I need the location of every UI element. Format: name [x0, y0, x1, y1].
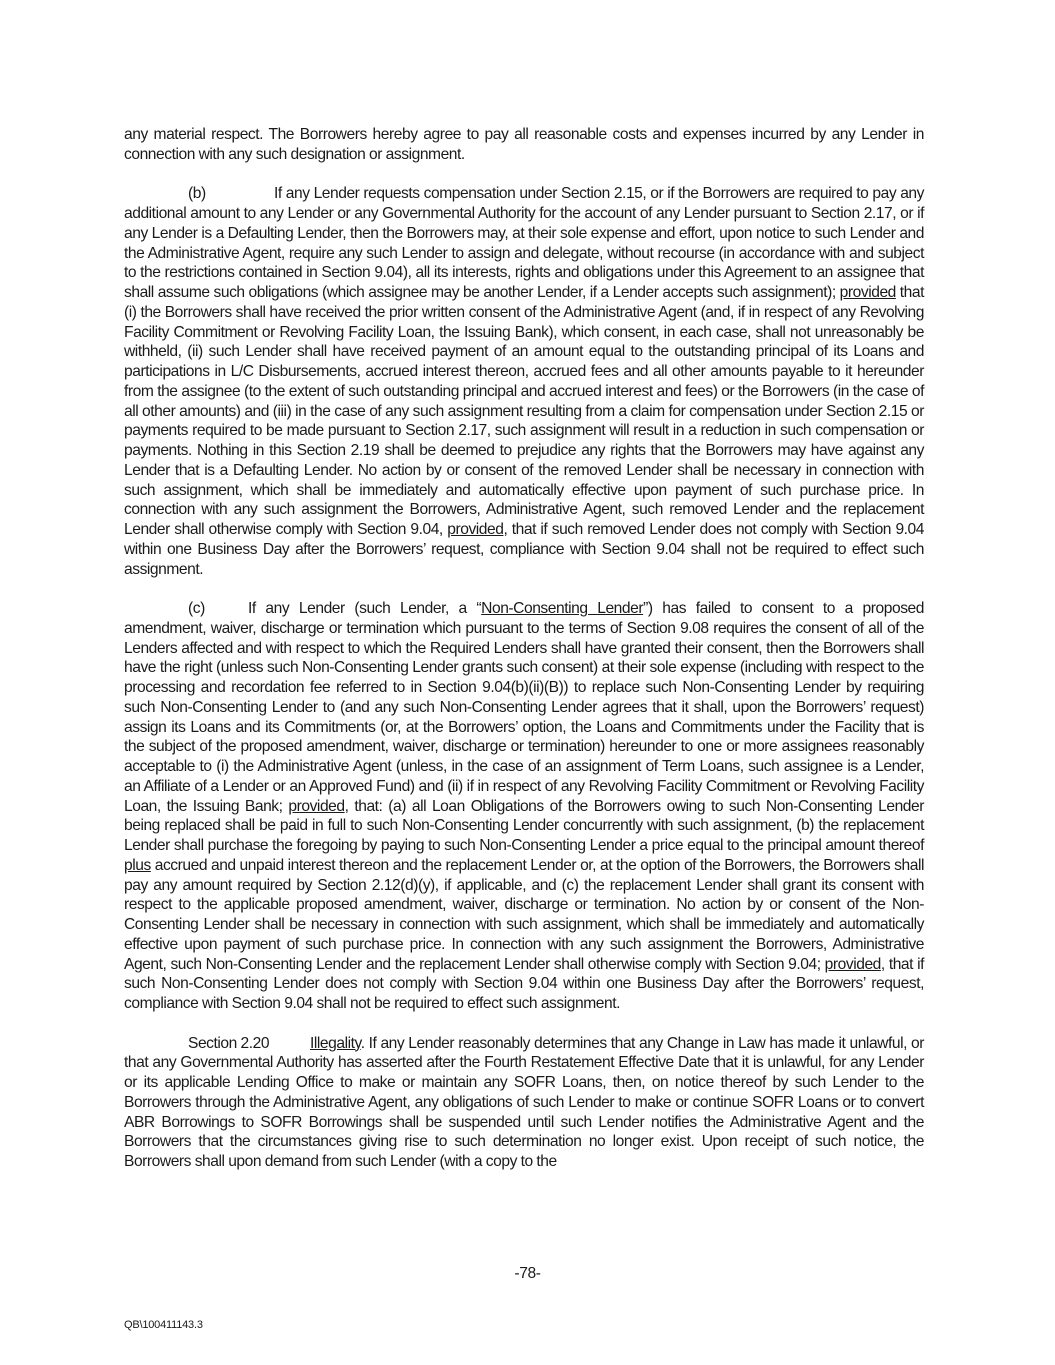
defined-term: Non-Consenting Lender — [481, 600, 644, 617]
page-number: -78- — [514, 1265, 541, 1282]
paragraph-text: accrued and unpaid interest thereon and the replacement Lender or, at the option of the Borrowers, the Borrowers shall pay any amount required by Section 2.12(d)(y), if applicable, and (c) the replacement Lender shall grant its consent with respect to the applicable proposed amendment, waiver, discharge or termination. No action by or consent of the Non-Consenting Lender shall be necessary in connection with such assignment, which shall be immediately and automatically effective upon payment of such purchase price. In connection with any such assignment the Borrowers, Administrative Agent, such Non-Consenting Lender and the replacement Lender shall otherwise comply with Section 9.04; — [124, 856, 924, 973]
paragraph-text: that (i) the Borrowers shall have received the prior written consent of the Administrative Agent (and, if in respect of any Revolving Facility Commitment or Revolving Facility Loan, the Issuing Bank), which consent, in each case, shall not unreasonably be withheld, (ii) such Lender shall have received payment of an amount equal to the outstanding principal of its Loans and participations in L/C Disbursements, accrued interest thereon, accrued fees and all other amounts payable to it hereunder from the assignee (to the extent of such outstanding principal and accrued interest and fees) or the Borrowers (in the case of all other amounts) and (iii) in the case of any such assignment resulting from a claim for compensation under Section 2.15 or payments required to be made pursuant to Section 2.17, such assignment will result in a reduction in such compensation or payments. Nothing in this Section 2.19 shall be deemed to prejudice any rights that the Borrowers may have against any Lender that is a Defaulting Lender. No action by or consent of the removed Lender shall be necessary in connection with such assignment, which shall be immediately and automatically effective upon payment of such purchase price. In connection with any such assignment the Borrowers, Administrative Agent, such removed Lender and the replacement Lender shall otherwise comply with Section 9.04, — [124, 284, 924, 538]
clause-label-c: (c) — [188, 600, 205, 617]
plus-term: plus — [124, 856, 151, 874]
paragraph-text: , that: (a) all Loan Obligations of the Borrowers owing to such Non-Consenting Lender being replaced shall be paid in full to such Non-Consenting Lender concurrently with such assignment, (b) the replacement Lender shall purchase the foregoing by paying to such Non-Consenting Lender a price equal to the principal amount thereof — [124, 797, 924, 854]
provided-term: provided — [288, 797, 345, 815]
paragraph-c — [124, 599, 924, 1014]
paragraph-text: any material respect. The Borrowers hereby agree to pay all reasonable costs and expenses incurred by any Lender in connection with any such designation or assignment. — [124, 126, 924, 163]
paragraph-text: , that if such removed Lender does not comply with Section 9.04 within one Business Day after the Borrowers’ request, compliance with Section 9.04 shall not be required to effect such assignment. — [124, 521, 925, 578]
document-id: QB\100411143.3 — [124, 1319, 203, 1331]
provided-term: provided — [447, 521, 504, 538]
section-heading: Illegality — [310, 1034, 361, 1052]
document-body — [124, 125, 924, 1192]
provided-term: provided — [824, 955, 881, 973]
section-2-20 — [124, 1034, 924, 1172]
section-label: Section 2.20 — [188, 1034, 270, 1052]
paragraph-text: ”) has failed to consent to a proposed amendment, waiver, discharge or termination which pursuant to the terms of Section 9.08 requires the consent of all of the Lenders affected and with respect to which the Required Lenders shall have granted their consent, then the Borrowers shall have the right (unless such Non-Consenting Lender grants such consent) at their sole expense (including with respect to the processing and recordation fee referred to in Section 9.04(b)(ii)(B)) to replace such Non-Consenting Lender by requiring such Non-Consenting Lender to (and any such Non-Consenting Lender agrees that it shall, upon the Borrowers’ request) assign its Loans and its Commitments (or, at the Borrowers’ option, the Loans and Commitments under the Facility that is the subject of the proposed amendment, waiver, discharge or termination) hereunder to one or more assignees reasonably acceptable to (i) the Administrative Agent (unless, in the case of an assignment of Term Loans, such assignee is a Lender, an Affiliate of a Lender or an Approved Fund) and (ii) if in respect of any Revolving Facility Commitment or Revolving Facility Loan, the Issuing Bank; — [124, 600, 924, 815]
clause-label-b: (b) — [188, 185, 206, 203]
provided-term: provided — [839, 284, 896, 301]
paragraph-text: If any Lender requests compensation under Section 2.15, or if the Borrowers are required to pay any additional amount to any Lender or any Governmental Authority for the account of any Lender pursuant to Section 2.17, or if any Lender is a Defaulting Lender, then the Borrowers may, at their sole expense and effort, upon notice to such Lender and the Administrative Agent, require any such Lender to assign and delegate, without recourse (in accordance with and subject to the restrictions contained in Section 9.04), all its interests, rights and obligations under this Agreement to an assignee that shall assume such obligations (which assignee may be another Lender, if a Lender accepts such assignment); — [124, 185, 924, 301]
paragraph-text: If any Lender (such Lender, a “ — [248, 600, 482, 617]
paragraph-continuation — [124, 125, 924, 165]
paragraph-b — [124, 184, 924, 579]
paragraph-text: . If any Lender reasonably determines that any Change in Law has made it unlawful, or that any Governmental Authority has asserted after the Fourth Restatement Effective Date that it is unlawful, for any Lender or its applicable Lending Office to make or maintain any SOFR Loans, then, on notice thereof by such Lender to the Borrowers through the Administrative Agent, any obligations of such Lender to make or continue SOFR Loans or to convert ABR Borrowings to SOFR Borrowings shall be suspended until such Lender notifies the Administrative Agent and the Borrowers that the circumstances giving rise to such determination no longer exist. Upon receipt of such notice, the Borrowers shall upon demand from such Lender (with a copy to the — [124, 1034, 924, 1170]
paragraph-text: , that if such Non-Consenting Lender does not comply with Section 9.04 within one Business Day after the Borrowers’ request, compliance with Section 9.04 shall not be required to effect such assignment. — [124, 955, 924, 1012]
